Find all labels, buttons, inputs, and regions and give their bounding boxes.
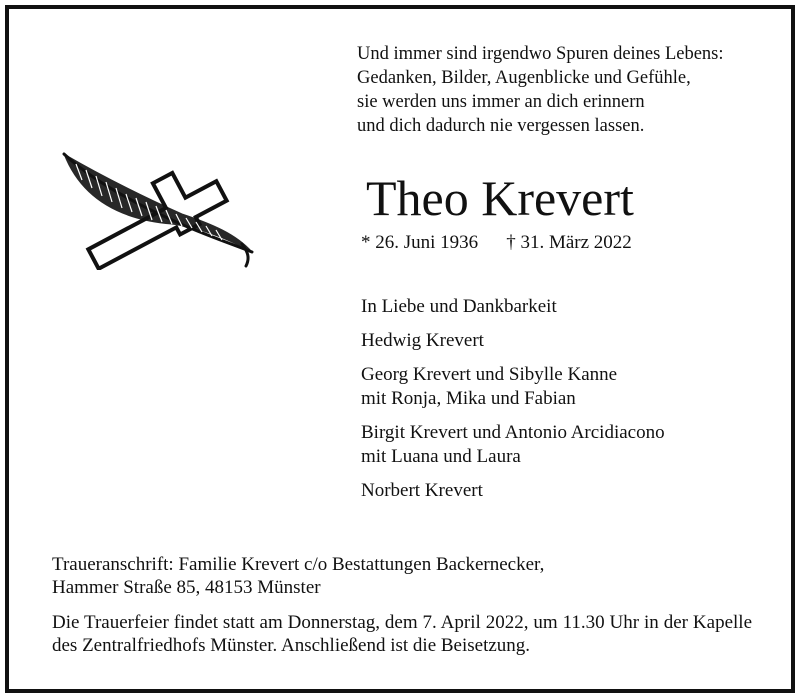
mourner-group — [361, 363, 665, 411]
life-dates — [361, 231, 632, 255]
mourner-name: Norbert Krevert — [361, 480, 483, 501]
memorial-poem — [357, 42, 724, 138]
address-line: Hammer Straße 85, 48153 Münster — [52, 577, 321, 598]
poem-line: sie werden uns immer an dich erinnern — [357, 92, 645, 112]
poem-line: und dich dadurch nie vergessen lassen. — [357, 116, 645, 136]
death-date: † 31. März 2022 — [506, 232, 632, 253]
deceased-name: Theo Krevert — [366, 170, 634, 226]
mourner-group — [361, 329, 665, 353]
poem-line: Und immer sind irgendwo Spuren deines Lebens: — [357, 44, 724, 64]
mourner-name: mit Luana und Laura — [361, 446, 521, 467]
funeral-service-info: Die Trauerfeier findet statt am Donnerstag, dem 7. April 2022, um 11.30 Uhr in der Kapelle des Zentralfriedhofs Münster. Anschließend ist die Beisetzung. — [52, 612, 752, 656]
mourners-list — [361, 295, 665, 503]
cross-with-palm-leaf-icon — [52, 140, 262, 270]
mourner-name: Hedwig Krevert — [361, 330, 484, 351]
mourner-name: Georg Krevert und Sibylle Kanne — [361, 364, 618, 385]
mourner-group — [361, 479, 665, 503]
address-line: Traueranschrift: Familie Krevert c/o Bestattungen Backernecker, — [52, 554, 545, 575]
mourners-intro: In Liebe und Dankbarkeit — [361, 296, 557, 317]
mourner-name: Birgit Krevert und Antonio Arcidiacono — [361, 422, 665, 443]
mourning-address — [52, 553, 544, 599]
birth-date: * 26. Juni 1936 — [361, 232, 479, 253]
mourner-name: mit Ronja, Mika und Fabian — [361, 388, 576, 409]
mourner-group — [361, 421, 665, 469]
poem-line: Gedanken, Bilder, Augenblicke und Gefühle, — [357, 68, 691, 88]
